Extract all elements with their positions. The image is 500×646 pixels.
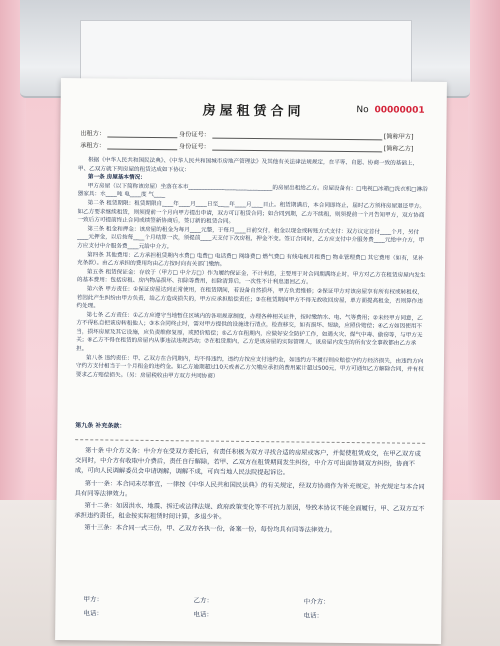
supplement-divider xyxy=(75,439,425,444)
agent-phone: 电话： xyxy=(303,611,324,620)
lessor-name-blank xyxy=(107,129,177,138)
lessee-id-label: 身份证号： xyxy=(178,143,210,151)
party-b-signature: 乙方： xyxy=(193,596,214,605)
lessor-id-blank xyxy=(212,131,382,141)
intro-paragraph: 根据《中华人民共和国民法典》、《中华人民共和国城市房地产管理法》及其他有关法律法规规定，在平等、自愿、协商一致的基础上，甲、乙双方就下列房屋的租赁达成如下协议： xyxy=(77,157,419,173)
article-5: 第五条 租赁保证金：存放于（甲方□ 中介方□）作为履约保证金，不计利息，主要用于对合同期满终止时，甲方对乙方在租赁房屋内发生的基本费用：包括房租、房内物品损坏、扣除等费用，扣除清算后，一次性不计利息退回乙方。 xyxy=(76,268,426,286)
lessor-line xyxy=(80,128,413,140)
agent-signature: 中介方： xyxy=(303,597,330,606)
article-9-title: 第九条 补充条款： xyxy=(75,422,126,430)
lessor-id-label: 身份证号： xyxy=(179,131,211,139)
article-10: 第十条 中介方义务：中介方在受双方委托后，有责任积极为双方寻找合适的房屋或客户，并促使租赁成交，在甲乙双方成交同时，中介方有收取中介费后，责任自行解除，若甲、乙双方在租赁期间发生纠纷，中介方可出面协调双方纠纷，协商不成，可向人民调解委员会申请调解，调解不成，可向当地人民法院提起诉讼。 xyxy=(74,447,421,477)
serial-value: 00000001 xyxy=(374,105,425,116)
lessor-tag: [简称甲方] xyxy=(383,133,414,141)
lessor-label: 出租方： xyxy=(80,130,106,138)
article-12: 第十二条：如因洪水、地震、拆迁或法律法规、政府政策变化等不可抗力原因，导致本协议不能全面履行，甲、乙双方互不承担违约责任，租金按实际租赁时间计算，多退少补。 xyxy=(74,502,425,521)
contract-lower-body xyxy=(74,446,427,539)
signature-row xyxy=(83,594,411,606)
contract-sheet xyxy=(55,78,447,644)
lessee-line xyxy=(80,140,413,152)
serial-number xyxy=(356,105,424,116)
contract-body xyxy=(76,156,428,383)
lessee-label: 承租方： xyxy=(80,142,106,150)
party-a-signature: 甲方： xyxy=(83,595,104,604)
article-2: 第二条 租赁期限：租赁期限自____年____月____日至____年____月____日止。租赁期满后，本合同即终止，届时乙方须将房屋退还甲方。如乙方要求继续租赁，则须提前一个月向甲方提出申请，双方可订租赁合同；如合同到期，乙方不续租，则须提前一个月告知甲方，双方协商一致后方可提前终止合同或续签新协商后，签订新的租赁合同。 xyxy=(77,200,426,225)
article-7: 第七条 乙方责任：①乙方应遵守当地暂住区域内的各项规章制度，办理各种相关证件，按时缴纳水、电、气等费用；②未经甲方同意，乙方不得私自把该房转租他人；③本合同终止时，需对甲方提供的设施进行清点，检查移交，如有损坏、短缺，应照价赔偿；④乙方如因使用不当，损坏房屋及其它设施，应负责维修复原，或照价赔偿；⑤乙方在租期内，应做好安全防护工作，如遇火灾、煤气中毒、偷窃等，与甲方无关；⑥乙方不得在租赁的房屋内从事违法违规活动；⑦在租赁期内，乙方是该房屋的实际管理人，该房屋内发生的所有安全事故都由乙方承担。 xyxy=(76,311,423,353)
lessee-name-blank xyxy=(107,141,177,150)
article-4: 第四条 其他费用：乙方承担租赁期内水费□ 电费□ 电话费□ 网络费□ 燃气费□ 有线电视月租费□ 物业管理费□ 其它费用（如有，见补充条款）。由乙方承担的费用均由乙方按时向有关部门缴纳。 xyxy=(76,251,424,268)
phone-row xyxy=(83,608,411,620)
article-8: 第八条 违约责任：甲、乙双方在合同期内，均不得违约，违约方按应支付违约金，如违约方不履行则应赔偿守约方经济损失，由违约方向守约方支付相当于一个月租金的违约金。如乙方逾期超过10天或者乙方欠缴应承担的费用累计超过500元，甲方可通知乙方解除合同，并有权要求乙方赔偿损失。（另：房屋税收由甲方双方共同协商） xyxy=(75,354,424,380)
article-11: 第十一条：本合同未尽事宜，一律按《中华人民共和国民法典》的有关规定，经双方协商作为补充规定，补充规定与本合同具有同等法律效力。 xyxy=(74,479,425,498)
article-13: 第十三条：本合同一式三份，甲、乙双方各执一份，备案一份，每份均具有同等法律效力。 xyxy=(84,524,337,535)
lessee-id-blank xyxy=(212,143,382,153)
serial-prefix: No xyxy=(356,105,369,116)
contract-title: 房屋租赁合同 xyxy=(202,103,305,120)
article-1-title: 第一条 房屋基本情况： xyxy=(87,174,146,182)
article-6: 第六条 甲方责任：①保证房屋达到正常使用，在租赁期间，若设备自然损坏，甲方负责维修；②保证甲方对该房屋享有所有权或转租权，若因此产生纠纷由甲方负责，给乙方造成损失的，甲方应承担赔偿责任；③在租赁期间甲方不得无故收回房屋，单方面提高租金，否则算作违约处理。 xyxy=(76,286,424,310)
article-1-text: 甲方房屋（以下简称该房屋）坐落在本市______________________________的房屋出租给乙方。房屋设备有：□电视□冰箱□洗衣机□淋浴器家具：水____吨 电____度 气____ xyxy=(77,183,428,199)
party-a-phone: 电话： xyxy=(83,609,103,618)
lessee-tag: [简称乙方] xyxy=(383,145,414,153)
party-b-phone: 电话： xyxy=(193,610,213,619)
article-3: 第三条 租金和押金：该房屋的租金为每月____元整，于每月____日前交付，租金以现金或转账方式支付：双方议定首付____个月，另付____元押金，以后按每____个月结算一次，须提前____天支付下次房租，押金不变。签订合同时，乙方应支付中介服务费____元给中介方，甲方应支付中介服务费____元给中介方。 xyxy=(77,226,425,251)
